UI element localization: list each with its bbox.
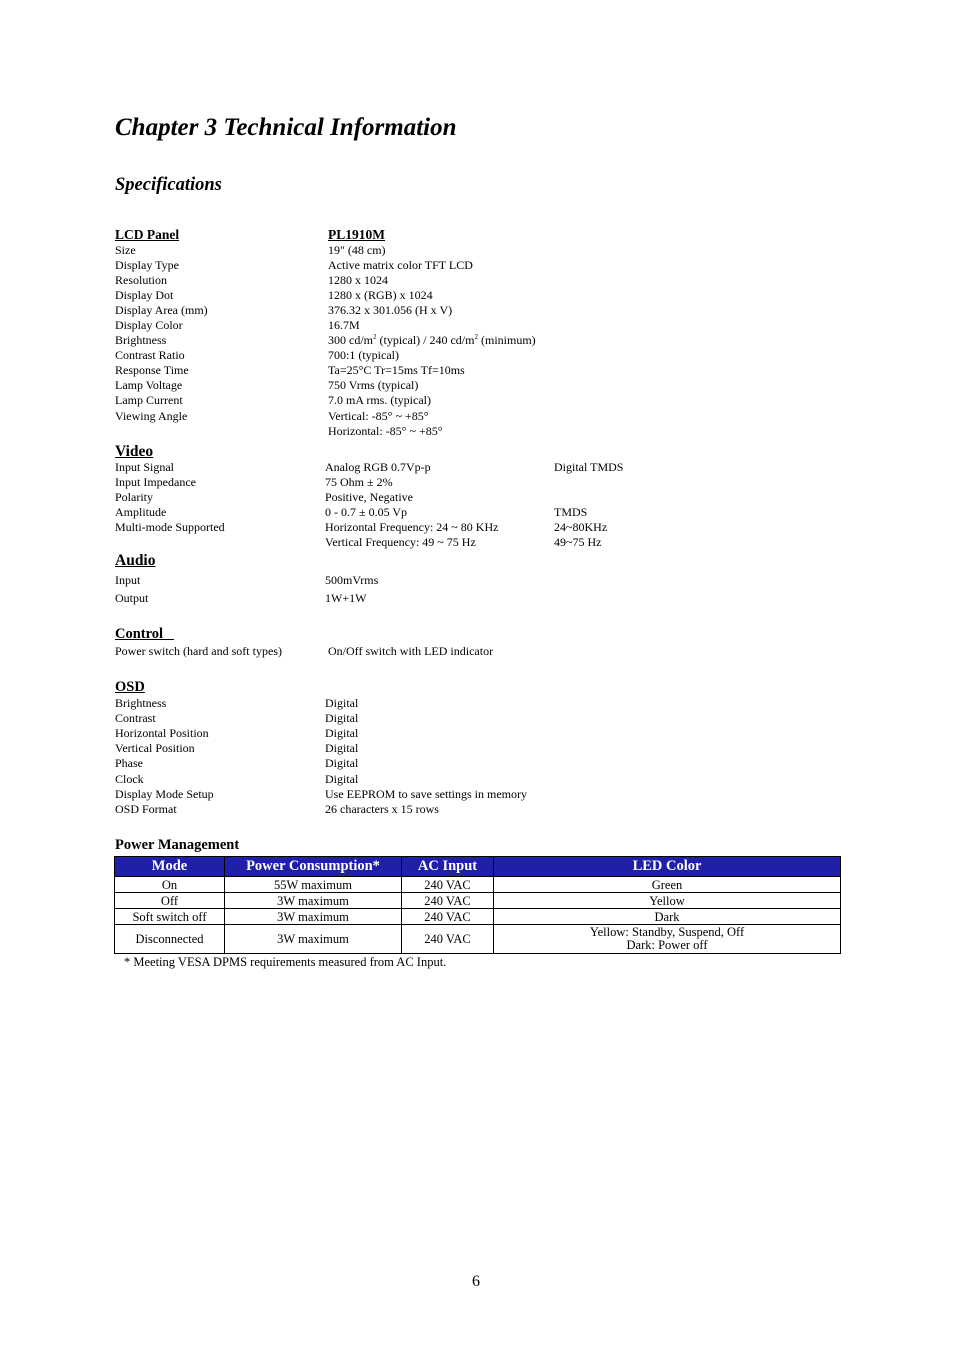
audio-value: 1W+1W: [325, 591, 367, 605]
lcd-label: Display Area (mm): [115, 303, 208, 317]
table-row: [115, 925, 841, 954]
control-heading-text: Control: [115, 626, 164, 642]
control-label: Power switch (hard and soft types): [115, 644, 282, 658]
superscript: 2: [373, 333, 377, 341]
osd-value: Digital: [325, 756, 359, 770]
led-color-cell: [494, 925, 841, 954]
brightness-part: (typical) / 240 cd/m: [376, 333, 475, 347]
osd-value: Digital: [325, 711, 359, 725]
mode-cell: Soft switch off: [115, 909, 225, 925]
video-label: Polarity: [115, 490, 153, 504]
control-value: On/Off switch with LED indicator: [328, 644, 494, 658]
video-analog-values: [325, 460, 498, 550]
osd-label: Phase: [115, 756, 143, 770]
lcd-value: Horizontal: -85° ~ +85°: [328, 424, 443, 438]
lcd-value: 1280 x (RGB) x 1024: [328, 288, 433, 302]
video-label: Input Impedance: [115, 475, 196, 489]
osd-value: Use EEPROM to save settings in memory: [325, 787, 527, 801]
lcd-label: Display Type: [115, 258, 179, 272]
video-digital-value: TMDS: [554, 505, 588, 519]
lcd-value: 376.32 x 301.056 (H x V): [328, 303, 453, 317]
mode-cell: Off: [115, 893, 225, 909]
osd-labels: [115, 696, 214, 817]
video-analog-value: 75 Ohm ± 2%: [325, 475, 393, 489]
video-label: Input Signal: [115, 460, 174, 474]
video-digital-value: [554, 490, 623, 505]
lcd-value: 750 Vrms (typical): [328, 378, 419, 392]
video-analog-value: Horizontal Frequency: 24 ~ 80 KHz: [325, 520, 499, 534]
video-analog-value: Positive, Negative: [325, 490, 413, 504]
lcd-label: Display Dot: [115, 288, 174, 302]
osd-value: Digital: [325, 772, 359, 786]
lcd-label: Display Color: [115, 318, 183, 332]
lcd-label: Response Time: [115, 363, 189, 377]
video-labels: [115, 460, 225, 535]
audio-heading: Audio: [115, 552, 156, 569]
consumption-cell: 3W maximum: [225, 925, 402, 954]
led-color-line: Dark: Power off: [626, 938, 708, 952]
lcd-value: 16.7M: [328, 318, 360, 332]
osd-label: Clock: [115, 772, 144, 786]
audio-values: [325, 571, 378, 607]
superscript: 2: [474, 333, 478, 341]
chapter-title: Chapter 3 Technical Information: [115, 114, 457, 141]
lcd-value: Ta=25°C Tr=15ms Tf=10ms: [328, 363, 465, 377]
control-heading-trail: [163, 626, 174, 642]
lcd-value: 19" (48 cm): [328, 243, 386, 257]
lcd-value: Active matrix color TFT LCD: [328, 258, 473, 272]
video-analog-value: 0 - 0.7 ± 0.05 Vp: [325, 505, 408, 519]
led-color-cell: Green: [494, 877, 841, 893]
video-analog-value: Analog RGB 0.7Vp-p: [325, 460, 431, 474]
consumption-cell: 3W maximum: [225, 893, 402, 909]
control-heading: [115, 626, 174, 643]
power-footnote: * Meeting VESA DPMS requirements measured from AC Input.: [124, 955, 447, 969]
ac-input-cell: 240 VAC: [402, 925, 494, 954]
lcd-label: Viewing Angle: [115, 409, 188, 423]
brightness-part: (minimum): [477, 333, 536, 347]
osd-label: Brightness: [115, 696, 167, 710]
video-heading: Video: [115, 443, 154, 460]
lcd-label: Resolution: [115, 273, 168, 287]
table-header-row: [115, 857, 841, 877]
ac-input-cell: 240 VAC: [402, 877, 494, 893]
lcd-label: Lamp Voltage: [115, 378, 183, 392]
table-row: [115, 877, 841, 893]
mode-cell: Disconnected: [115, 925, 225, 954]
audio-labels: [115, 571, 148, 607]
specifications-heading: Specifications: [115, 175, 222, 195]
audio-value: 500mVrms: [325, 573, 379, 587]
lcd-spec-labels: [115, 243, 208, 424]
video-digital-value: [554, 475, 623, 490]
power-management-heading: Power Management: [115, 837, 240, 853]
video-label: Amplitude: [115, 505, 167, 519]
lcd-value: 1280 x 1024: [328, 273, 388, 287]
power-management-table: [114, 856, 841, 954]
lcd-label: Lamp Current: [115, 393, 183, 407]
osd-label: Display Mode Setup: [115, 787, 214, 801]
page-number: 6: [472, 1273, 480, 1290]
osd-values: [325, 696, 527, 817]
lcd-value: 7.0 mA rms. (typical): [328, 393, 431, 407]
lcd-label: Brightness: [115, 333, 167, 347]
consumption-cell: 55W maximum: [225, 877, 402, 893]
lcd-value: Vertical: -85° ~ +85°: [328, 409, 429, 423]
consumption-cell: 3W maximum: [225, 909, 402, 925]
column-header-ac-input: AC Input: [402, 857, 494, 877]
osd-value: Digital: [325, 696, 359, 710]
lcd-value-brightness: [328, 333, 536, 348]
osd-label: Horizontal Position: [115, 726, 209, 740]
table-row: [115, 909, 841, 925]
column-header-power-consumption: Power Consumption*: [225, 857, 402, 877]
osd-heading: OSD: [115, 679, 145, 695]
ac-input-cell: 240 VAC: [402, 893, 494, 909]
audio-label: Input: [115, 573, 141, 587]
video-digital-value: 49~75 Hz: [554, 535, 602, 549]
column-header-led-color: LED Color: [494, 857, 841, 877]
lcd-panel-heading: LCD Panel: [115, 227, 180, 242]
osd-value: Digital: [325, 726, 359, 740]
video-digital-value: 24~80KHz: [554, 520, 608, 534]
brightness-part: 300 cd/m: [328, 333, 373, 347]
lcd-value: 700:1 (typical): [328, 348, 399, 362]
lcd-label: Size: [115, 243, 136, 257]
led-color-cell: Dark: [494, 909, 841, 925]
osd-value: 26 characters x 15 rows: [325, 802, 439, 816]
osd-label: Vertical Position: [115, 741, 195, 755]
led-color-line: Yellow: Standby, Suspend, Off: [589, 925, 745, 939]
mode-cell: On: [115, 877, 225, 893]
osd-label: Contrast: [115, 711, 156, 725]
audio-label: Output: [115, 591, 149, 605]
video-digital-value: Digital TMDS: [554, 460, 624, 474]
video-label: Multi-mode Supported: [115, 520, 225, 534]
osd-label: OSD Format: [115, 802, 177, 816]
table-row: [115, 893, 841, 909]
osd-value: Digital: [325, 741, 359, 755]
lcd-label: Contrast Ratio: [115, 348, 185, 362]
video-analog-value: Vertical Frequency: 49 ~ 75 Hz: [325, 535, 476, 549]
video-digital-values: [554, 460, 623, 550]
column-header-mode: Mode: [115, 857, 225, 877]
led-color-cell: Yellow: [494, 893, 841, 909]
lcd-model-heading: PL1910M: [328, 227, 385, 242]
ac-input-cell: 240 VAC: [402, 909, 494, 925]
lcd-spec-values: [328, 243, 536, 439]
